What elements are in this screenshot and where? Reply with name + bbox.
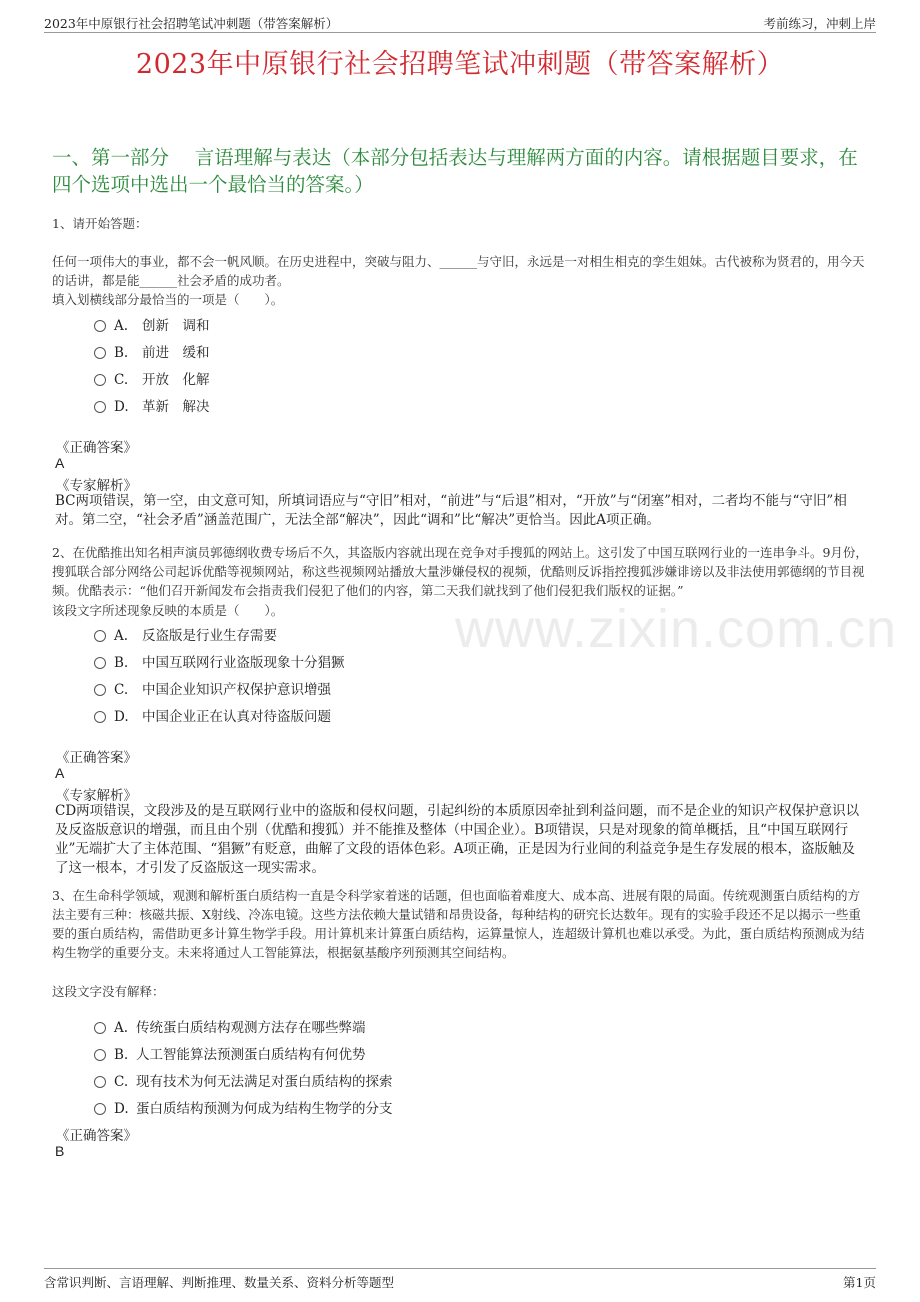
- question-1-option-a[interactable]: A. 创新 调和: [94, 314, 210, 334]
- header-slogan: 考前练习，冲刺上岸: [763, 16, 876, 31]
- radio-button-icon[interactable]: [94, 320, 106, 332]
- question-1-answer-label: 《正确答案》: [56, 440, 137, 456]
- question-3-answer: B: [55, 1143, 65, 1159]
- radio-button-icon[interactable]: [94, 1049, 106, 1061]
- question-2-option-d[interactable]: D. 中国企业正在认真对待盗版问题: [94, 705, 331, 725]
- question-2-passage: 2、在优酷推出知名相声演员郭德纲收费专场后不久，其盗版内容就出现在竞争对手搜狐的网站上。这引发了中国互联网行业的一连串争斗。9月份，搜狐联合部分网络公司起诉优酷等视频网站，称这些视频网站播放大量涉嫌侵权的视频，优酷则反诉指控搜狐涉嫌诽谤以及非法使用郭德纲的节目视频。优酷表示：“他们召开新闻发布会指责我们侵犯了他们的内容，第二天我们就找到了他们侵犯我们版权的证据。”: [52, 545, 868, 598]
- radio-button-icon[interactable]: [94, 401, 106, 413]
- page-number: 第1页: [843, 1275, 876, 1290]
- footer-topics: 含常识判断、言语理解、判断推理、数量关系、资料分析等题型: [44, 1275, 395, 1290]
- radio-button-icon[interactable]: [94, 711, 106, 723]
- document-title: 2023年中原银行社会招聘笔试冲刺题（带答案解析）: [135, 49, 785, 80]
- question-3-prompt: 这段文字没有解释：: [52, 984, 165, 999]
- question-2-analysis-label: 《专家解析》: [56, 788, 137, 804]
- question-2-analysis: CD两项错误，文段涉及的是互联网行业中的盗版和侵权问题，引起纠纷的本质原因牵扯到利益问题，而不是企业的知识产权保护意识以及反盗版意识的增强，而且由个别（优酷和搜狐）并不能推及整体（中国企业）。B项错误，只是对现象的简单概括，且“中国互联网行业”无端扩大了主体范围、“猖獗”有贬意，曲解了文段的语体色彩。A项正确，正是因为行业间的利益竞争是生存发展的根本，盗版触及了这一根本，才引发了反盗版这一现实需求。: [55, 803, 860, 876]
- question-2-option-a[interactable]: A. 反盗版是行业生存需要: [94, 624, 277, 644]
- radio-button-icon[interactable]: [94, 630, 106, 642]
- question-1-answer: A: [55, 455, 65, 471]
- radio-button-icon[interactable]: [94, 374, 106, 386]
- question-3-option-d[interactable]: D. 蛋白质结构预测为何成为结构生物学的分支: [94, 1097, 393, 1117]
- question-2-prompt: 该段文字所述现象反映的本质是（ ）。: [52, 603, 284, 618]
- section-heading: 一、第一部分 言语理解与表达（本部分包括表达与理解两方面的内容。请根据题目要求，在四个选项中选出一个最恰当的答案。）: [52, 146, 858, 196]
- question-2-option-c[interactable]: C. 中国企业知识产权保护意识增强: [94, 678, 331, 698]
- question-1-prompt: 填入划横线部分最恰当的一项是（ ）。: [52, 292, 284, 307]
- question-1-option-b[interactable]: B. 前进 缓和: [94, 341, 210, 361]
- radio-button-icon[interactable]: [94, 1076, 106, 1088]
- radio-button-icon[interactable]: [94, 684, 106, 696]
- question-1-option-c[interactable]: C. 开放 化解: [94, 368, 210, 388]
- question-1-passage: 任何一项伟大的事业，都不会一帆风顺。在历史进程中，突破与阻力、______与守旧，永远是一对相生相克的孪生姐妹。古代被称为贤君的，用今天的话讲，都是能______社会矛盾的成功者。: [52, 254, 865, 288]
- question-3-passage: 3、在生命科学领域，观测和解析蛋白质结构一直是令科学家着迷的话题，但也面临着难度大、成本高、进展有限的局面。传统观测蛋白质结构的方法主要有三种：核磁共振、X射线、冷冻电镜。这些方法依赖大量试错和昂贵设备，每种结构的研究长达数年。现有的实验手段还不足以揭示一些重要的蛋白质结构，需借助更多计算生物学手段。用计算机来计算蛋白质结构，运算量惊人，连超级计算机也难以承受。为此，蛋白质结构预测成为结构生物学的重要分支。未来将通过人工智能算法，根据氨基酸序列预测其空间结构。: [52, 888, 865, 960]
- question-3-option-b[interactable]: B. 人工智能算法预测蛋白质结构有何优势: [94, 1043, 366, 1063]
- radio-button-icon[interactable]: [94, 1103, 106, 1115]
- question-1-analysis: BC两项错误，第一空，由文意可知，所填词语应与“守旧”相对，“前进”与“后退”相对，“开放”与“闭塞”相对，二者均不能与“守旧”相对。第二空，“社会矛盾”涵盖范围广，无法全部“解决”，因此“调和”比“解决”更恰当。因此A项正确。: [55, 493, 847, 528]
- intro-text: 1、请开始答题：: [52, 216, 148, 231]
- question-2-answer: A: [55, 765, 65, 781]
- header-doc-title: 2023年中原银行社会招聘笔试冲刺题（带答案解析）: [44, 16, 339, 31]
- question-1-option-d[interactable]: D. 革新 解决: [94, 395, 210, 415]
- watermark: www.zixin.com.cn: [455, 599, 898, 659]
- question-2-option-b[interactable]: B. 中国互联网行业盗版现象十分猖獗: [94, 651, 345, 671]
- question-3-option-a[interactable]: A. 传统蛋白质结构观测方法存在哪些弊端: [94, 1016, 366, 1036]
- radio-button-icon[interactable]: [94, 1022, 106, 1034]
- page-header: [44, 12, 876, 33]
- question-1-analysis-label: 《专家解析》: [56, 478, 137, 494]
- radio-button-icon[interactable]: [94, 347, 106, 359]
- page-footer: [44, 1268, 876, 1291]
- radio-button-icon[interactable]: [94, 657, 106, 669]
- question-2-answer-label: 《正确答案》: [56, 750, 137, 766]
- question-3-answer-label: 《正确答案》: [56, 1128, 137, 1144]
- question-3-option-c[interactable]: C. 现有技术为何无法满足对蛋白质结构的探索: [94, 1070, 393, 1090]
